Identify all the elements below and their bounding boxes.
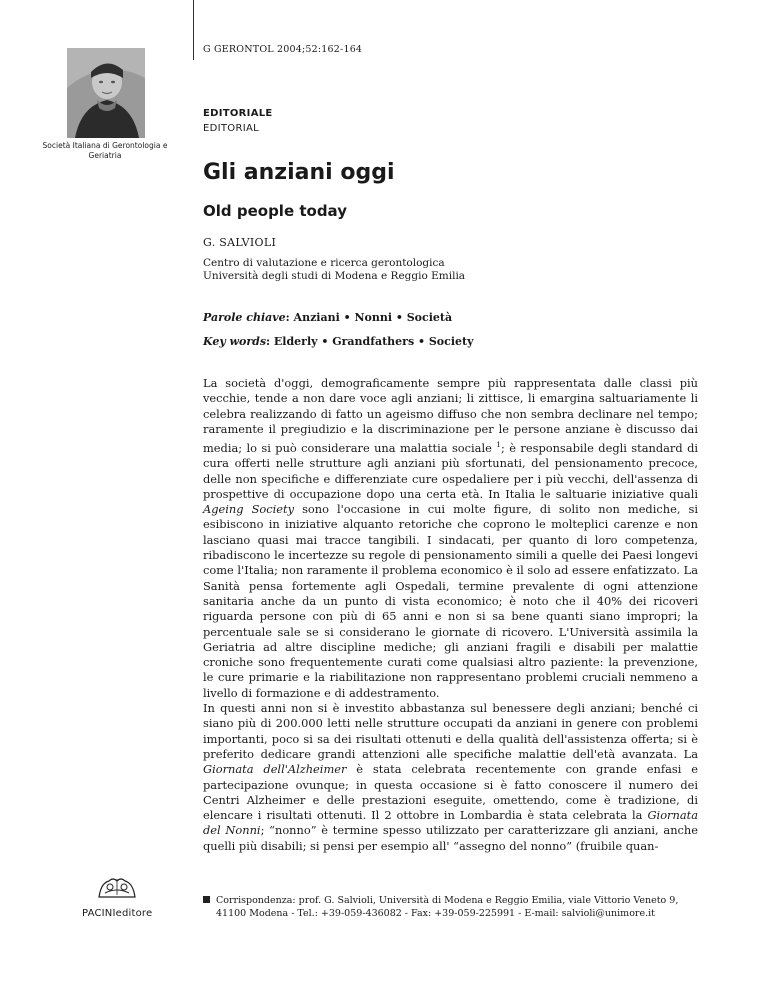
body-text-run: La società d'oggi, demograficamente sempre più rappresentata dalle classi più vecchie, tende a non dare voce agli anziani; li zittisce, li emargina saltuariamente li celebra realizzando di fatto un ageismo diffuso che non sembra declinare nel tempo; raramente il pregiudizio e la discriminazione per le persone anziane è discusso dai media; lo si può considerare una malattia sociale (203, 376, 698, 455)
body-paragraph-1 (203, 376, 698, 701)
section-label-it: EDITORIALE (203, 108, 273, 119)
header-rule (193, 0, 194, 60)
publisher-logo (82, 875, 152, 920)
body-text-run: sono l'occasione in cui molte figure, di solito non mediche, si esibiscono in iniziative alquanto retoriche che coprono le molteplici carenze e non lasciano quasi mai tracce tangibili. I sindacati, per quanto di loro competenza, ribadiscono le incertezze su regole di pensionamento simili a quelle dei Paesi longevi come l'Italia; non raramente il problema economico è il solo ad essere enfatizzato. La Sanità pensa fortemente agli Ospedali, termine prevalente di ogni attenzione sanitaria anche da un punto di vista economico; è noto che il 40% dei ricoveri riguarda persone con più di 65 anni e non si sa bene quanti siano impropri; la percentuale sale se si considerano le giornate di ricovero. L'Università assimila la Geriatria ad altre discipline mediche; gli anziani fragili e disabili per malattie croniche sono frequentemente curati come qualsiasi altro paziente: la prevenzione, le cure primarie e la riabilitazione non rappresentano problemi cruciali nemmeno a livello di formazione e di addestramento. (203, 502, 698, 700)
society-name: Società Italiana di Gerontologia e Geriatria (42, 141, 168, 160)
article-subtitle: Old people today (203, 202, 347, 220)
body-text-run: In questi anni non si è investito abbastanza sul benessere degli anziani; benché ci siano più di 200.000 letti nelle strutture occupati da anziani in genere con problemi importanti, poco si sa dei risultati ottenuti e della qualità dell'assistenza offerta; si è preferito dedicare grandi attenzioni alle specifiche malattie dell'età avanzata. La (203, 701, 698, 761)
keywords-en-label: Key words (203, 335, 267, 348)
affiliation-line-2: Università degli studi di Modena e Reggio Emilia (203, 270, 466, 282)
keywords-it-label: Parole chiave (203, 311, 286, 324)
publisher-emblem-icon (95, 875, 139, 899)
body-italic-term: Giornata dell'Alzheimer (203, 762, 347, 777)
society-portrait-image (67, 48, 145, 138)
body-text-run: è stata celebrata recentemente con grande enfasi e partecipazione ovunque; in questa occasione si è fatto conoscere il numero dei Centri Alzheimer e delle prestazioni eseguite, omettendo, come è tradizione, di elencare i risultati ottenuti. Il 2 ottobre in Lombardia è stata celebrata la (203, 762, 698, 823)
journal-reference: G GERONTOL 2004;52:162-164 (203, 44, 363, 55)
keywords-en-list: : Elderly • Grandfathers • Society (266, 335, 474, 348)
affiliation-line-1: Centro di valutazione e ricerca gerontologica (203, 257, 445, 269)
author-affiliation (203, 257, 465, 283)
correspondence-line-1: Corrispondenza: prof. G. Salvioli, Università di Modena e Reggio Emilia, viale Vittorio Veneto 9, (216, 895, 679, 906)
body-italic-term: Ageing Society (203, 502, 295, 517)
correspondence-line-2: 41100 Modena - Tel.: +39-059-436082 - Fax: +39-059-225991 - E-mail: salvioli@unimore.it (216, 908, 655, 919)
portrait-figure-icon (67, 48, 145, 138)
section-label-en: EDITORIAL (203, 123, 259, 134)
body-text-run: ; “nonno” è termine spesso utilizzato per caratterizzare gli anziani, anche quelli più disabili; si pensi per esempio all' “assegno del nonno” (fruibile quan- (203, 823, 699, 853)
article-body (203, 376, 698, 854)
keywords-italian (203, 311, 452, 324)
body-paragraph-2 (203, 701, 698, 854)
correspondence-note (203, 894, 713, 920)
author-name: G. SALVIOLI (203, 236, 277, 249)
publisher-name: PACINIeditore (82, 908, 153, 919)
article-title: Gli anziani oggi (203, 160, 395, 185)
bullet-square-icon (203, 896, 210, 903)
body-italic-term: Giornata del Nonni (203, 808, 698, 838)
reference-marker: 1 (496, 440, 502, 450)
keywords-english (203, 335, 473, 348)
body-text-run: ; è responsabile degli standard di cura offerti nelle strutture agli anziani più sfortunati, del pensionamento precoce, delle non specifiche e differenziate cure ospedaliere per i più vecchi, dell'assenza di prospettive di occupazione dopo una certa età. In Italia le saltuarie iniziative quali (203, 440, 698, 501)
keywords-it-list: : Anziani • Nonni • Società (285, 311, 453, 324)
